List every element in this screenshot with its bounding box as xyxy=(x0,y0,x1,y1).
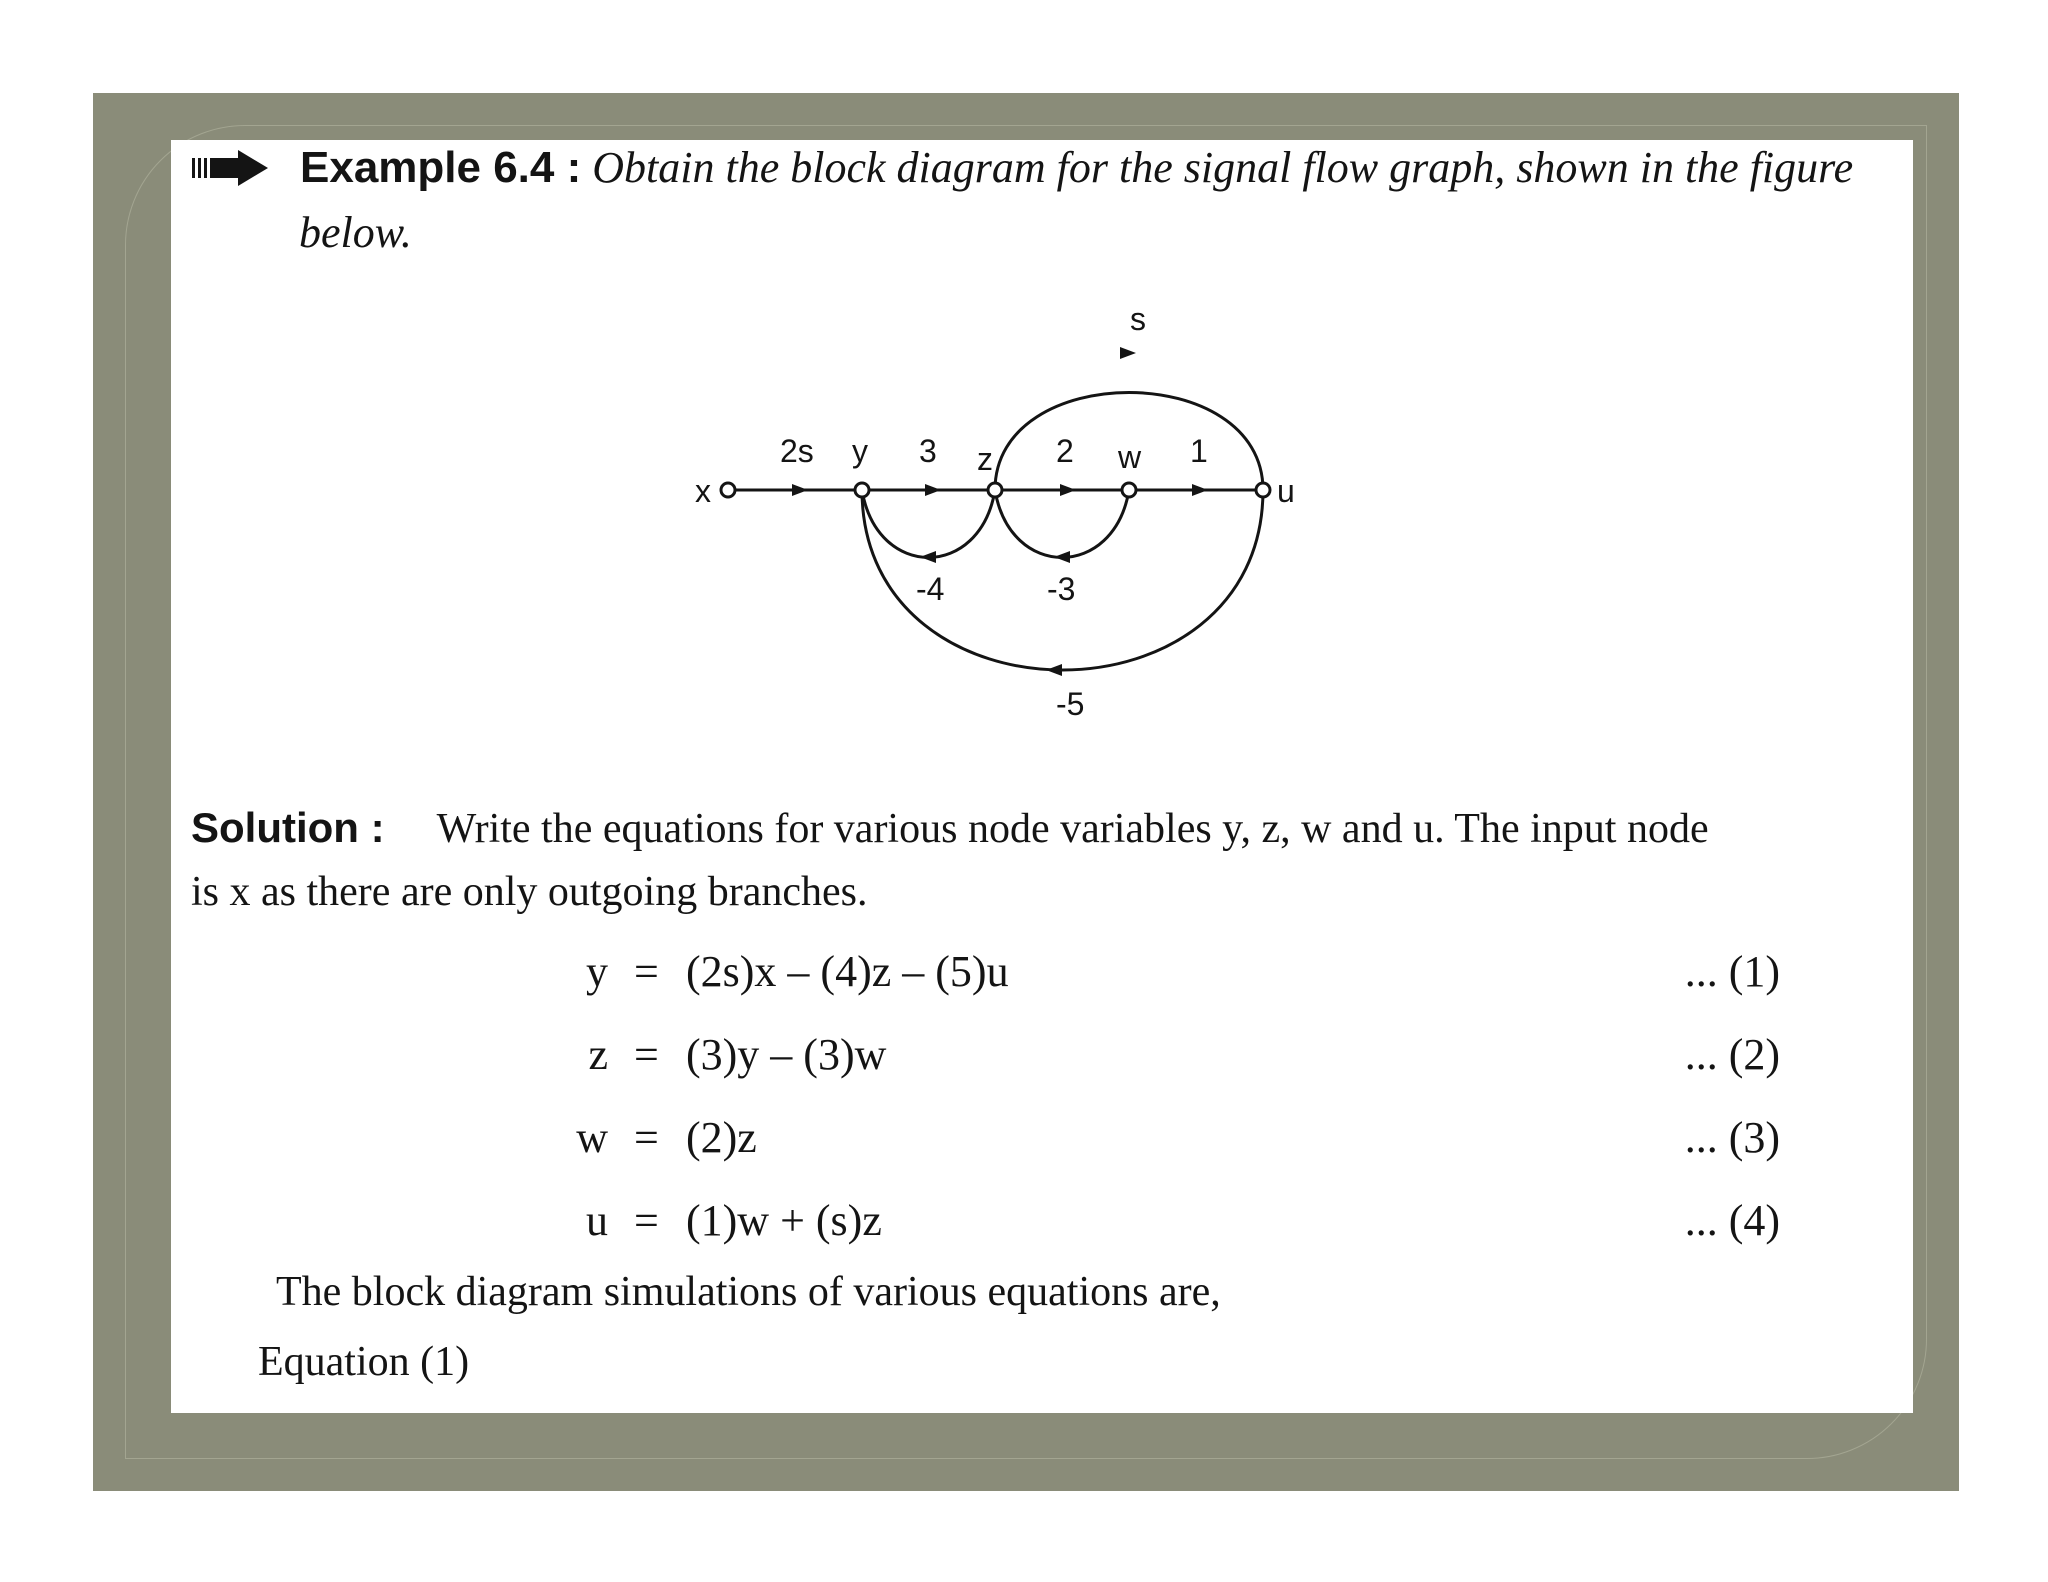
equation-row xyxy=(540,942,1780,1002)
node-label-x: x xyxy=(695,473,711,509)
equation-number: ... (1) xyxy=(1684,947,1780,996)
arrow-z-u xyxy=(1120,347,1136,359)
equals-sign: = xyxy=(634,947,659,996)
signal-flow-graph xyxy=(680,290,1360,730)
equation-number: ... (3) xyxy=(1684,1113,1780,1162)
arrow-u-y xyxy=(1046,664,1062,676)
node-u xyxy=(1256,483,1270,497)
equals-sign: = xyxy=(634,1196,659,1245)
equation-lhs: z xyxy=(588,1030,608,1079)
example-text-continued: below. xyxy=(299,208,412,257)
gain-z-w: 2 xyxy=(1056,433,1074,469)
gain-w-u: 1 xyxy=(1190,433,1208,469)
arrow-z-y xyxy=(920,551,936,563)
arrow-bullet-icon xyxy=(190,150,270,186)
equation-rhs: (2s)x – (4)z – (5)u xyxy=(686,947,1009,996)
branch-w-z xyxy=(995,490,1129,558)
node-label-y: y xyxy=(852,433,868,469)
node-label-w: w xyxy=(1118,439,1142,475)
arrow-z-w xyxy=(1060,484,1076,496)
equation-row xyxy=(540,1025,1780,1085)
equation-number: ... (4) xyxy=(1684,1196,1780,1245)
node-x xyxy=(721,483,735,497)
example-label: Example 6.4 : xyxy=(300,143,582,192)
equation-rhs: (1)w + (s)z xyxy=(686,1196,882,1245)
example-heading xyxy=(300,138,1853,198)
node-label-z: z xyxy=(977,441,993,477)
solution-text: Write the equations for various node variables y, z, w and u. The input node xyxy=(436,806,1709,852)
arrow-w-z xyxy=(1054,551,1070,563)
gain-z-u: s xyxy=(1130,301,1146,337)
gain-x-y: 2s xyxy=(780,433,814,469)
solution-line-1 xyxy=(191,798,1709,859)
equation-lhs: w xyxy=(576,1113,608,1162)
gain-y-z: 3 xyxy=(919,433,937,469)
node-y xyxy=(855,483,869,497)
closing-text: The block diagram simulations of various equations are, xyxy=(276,1269,1221,1315)
equation-row xyxy=(540,1108,1780,1168)
arrow-x-y xyxy=(792,484,808,496)
node-label-u: u xyxy=(1277,473,1295,509)
equation-rhs: (3)y – (3)w xyxy=(686,1030,887,1079)
equals-sign: = xyxy=(634,1030,659,1079)
gain-u-y: -5 xyxy=(1056,686,1085,722)
example-text: Obtain the block diagram for the signal flow graph, shown in the figure xyxy=(592,143,1854,192)
equation-rhs: (2)z xyxy=(686,1113,757,1162)
equation-row xyxy=(540,1191,1780,1251)
branch-z-y xyxy=(862,490,995,558)
equation-lhs: y xyxy=(586,947,608,996)
equation-lhs: u xyxy=(586,1196,608,1245)
gain-z-y: -4 xyxy=(916,571,945,607)
equals-sign: = xyxy=(634,1113,659,1162)
solution-label: Solution : xyxy=(191,804,385,851)
gain-w-z: -3 xyxy=(1047,571,1076,607)
equation-number: ... (2) xyxy=(1684,1030,1780,1079)
node-z xyxy=(988,483,1002,497)
equation-reference: Equation (1) xyxy=(258,1339,470,1385)
arrow-y-z xyxy=(925,484,941,496)
arrow-w-u xyxy=(1192,484,1208,496)
solution-line-2: is x as there are only outgoing branches. xyxy=(191,869,868,915)
node-w xyxy=(1122,483,1136,497)
